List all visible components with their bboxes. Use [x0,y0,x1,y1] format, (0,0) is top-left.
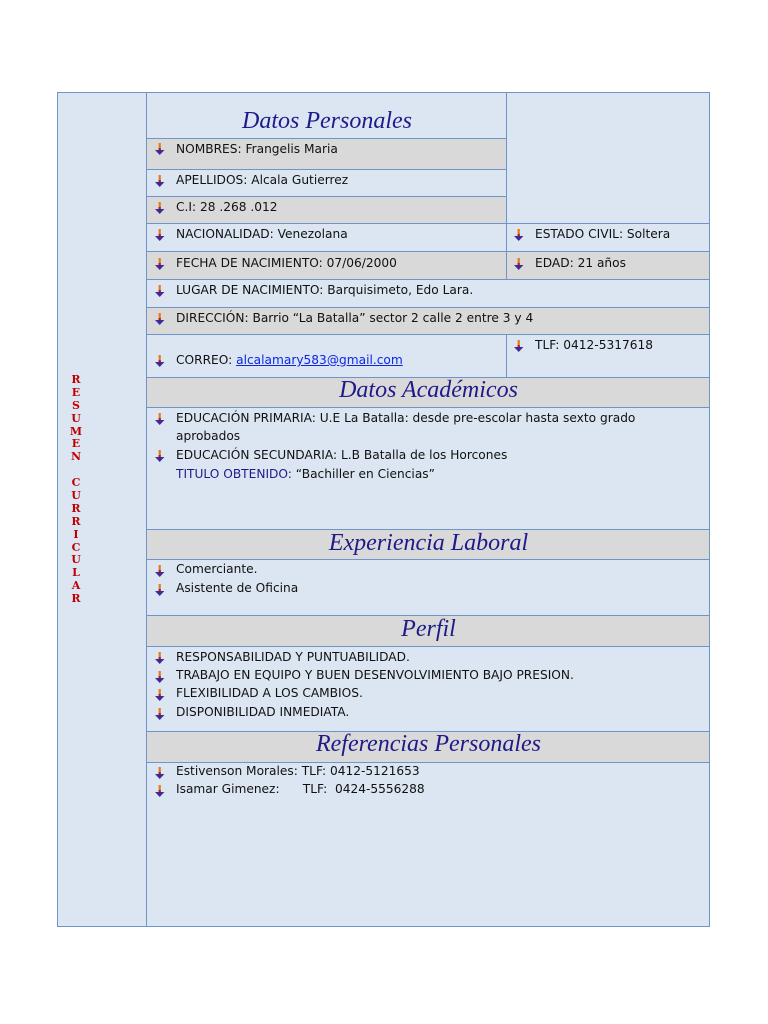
telefono-field: TLF: 0412-5317618 [535,338,653,352]
reference-item: Estivenson Morales: TLF: 0412-5121653 [176,764,420,778]
down-arrow-bullet-icon [155,584,165,598]
edad-field: EDAD: 21 años [535,256,626,270]
side-title: R E S U M E N C U R R I C U L A R [69,373,83,606]
down-arrow-bullet-icon [155,313,165,327]
titulo-label: TITULO OBTENIDO: [176,467,296,481]
secundaria: EDUCACIÓN SECUNDARIA: L.B Batalla de los Horcones [176,448,508,462]
email-link[interactable]: alcalamary583@gmail.com [236,353,403,367]
primaria-line2: aprobados [176,429,241,443]
correo-field [176,352,403,368]
down-arrow-bullet-icon [155,285,165,299]
down-arrow-bullet-icon [155,689,165,703]
heading-work: Experiencia Laboral [328,530,529,556]
down-arrow-bullet-icon [155,708,165,722]
down-arrow-bullet-icon [155,229,165,243]
estado-civil-field: ESTADO CIVIL: Soltera [535,227,671,241]
heading-references: Referencias Personales [315,731,542,757]
nombres-field: NOMBRES: Frangelis Maria [176,142,338,156]
down-arrow-bullet-icon [514,340,524,354]
primaria-line1: EDUCACIÓN PRIMARIA: U.E La Batalla: desde pre-escolar hasta sexto grado [176,411,636,425]
profile-item: TRABAJO EN EQUIPO Y BUEN DESENVOLVIMIENTO BAJO PRESION. [176,668,574,682]
down-arrow-bullet-icon [155,175,165,189]
reference-item: Isamar Gimenez: TLF: 0424-5556288 [176,782,425,796]
work-item: Asistente de Oficina [176,581,299,595]
profile-item: FLEXIBILIDAD A LOS CAMBIOS. [176,686,363,700]
titulo-value: “Bachiller en Ciencias” [295,467,435,481]
down-arrow-bullet-icon [155,258,165,272]
down-arrow-bullet-icon [514,258,524,272]
work-item: Comerciante. [176,562,258,576]
down-arrow-bullet-icon [155,202,165,216]
apellidos-field: APELLIDOS: Alcala Gutierrez [176,173,349,187]
down-arrow-bullet-icon [155,143,165,157]
direccion-field: DIRECCIÓN: Barrio “La Batalla” sector 2 calle 2 entre 3 y 4 [176,311,534,325]
down-arrow-bullet-icon [155,671,165,685]
lugar-nacimiento-field: LUGAR DE NACIMIENTO: Barquisimeto, Edo Lara. [176,283,474,297]
profile-item: DISPONIBILIDAD INMEDIATA. [176,705,350,719]
heading-academic: Datos Académicos [339,377,518,403]
down-arrow-bullet-icon [155,565,165,579]
nacionalidad-field: NACIONALIDAD: Venezolana [176,227,348,241]
personal-right-divider-bottom [506,335,507,377]
heading-personal: Datos Personales [242,108,412,134]
down-arrow-bullet-icon [155,450,165,464]
down-arrow-bullet-icon [155,785,165,799]
titulo-obtenido [176,466,435,482]
profile-item: RESPONSABILIDAD Y PUNTUABILIDAD. [176,650,410,664]
down-arrow-bullet-icon [155,413,165,427]
down-arrow-bullet-icon [155,767,165,781]
correo-label: CORREO: [176,353,237,367]
down-arrow-bullet-icon [155,355,165,369]
down-arrow-bullet-icon [514,229,524,243]
fecha-nacimiento-field: FECHA DE NACIMIENTO: 07/06/2000 [176,256,397,270]
down-arrow-bullet-icon [155,652,165,666]
ci-field: C.I: 28 .268 .012 [176,200,278,214]
heading-profile: Perfil [401,616,456,642]
